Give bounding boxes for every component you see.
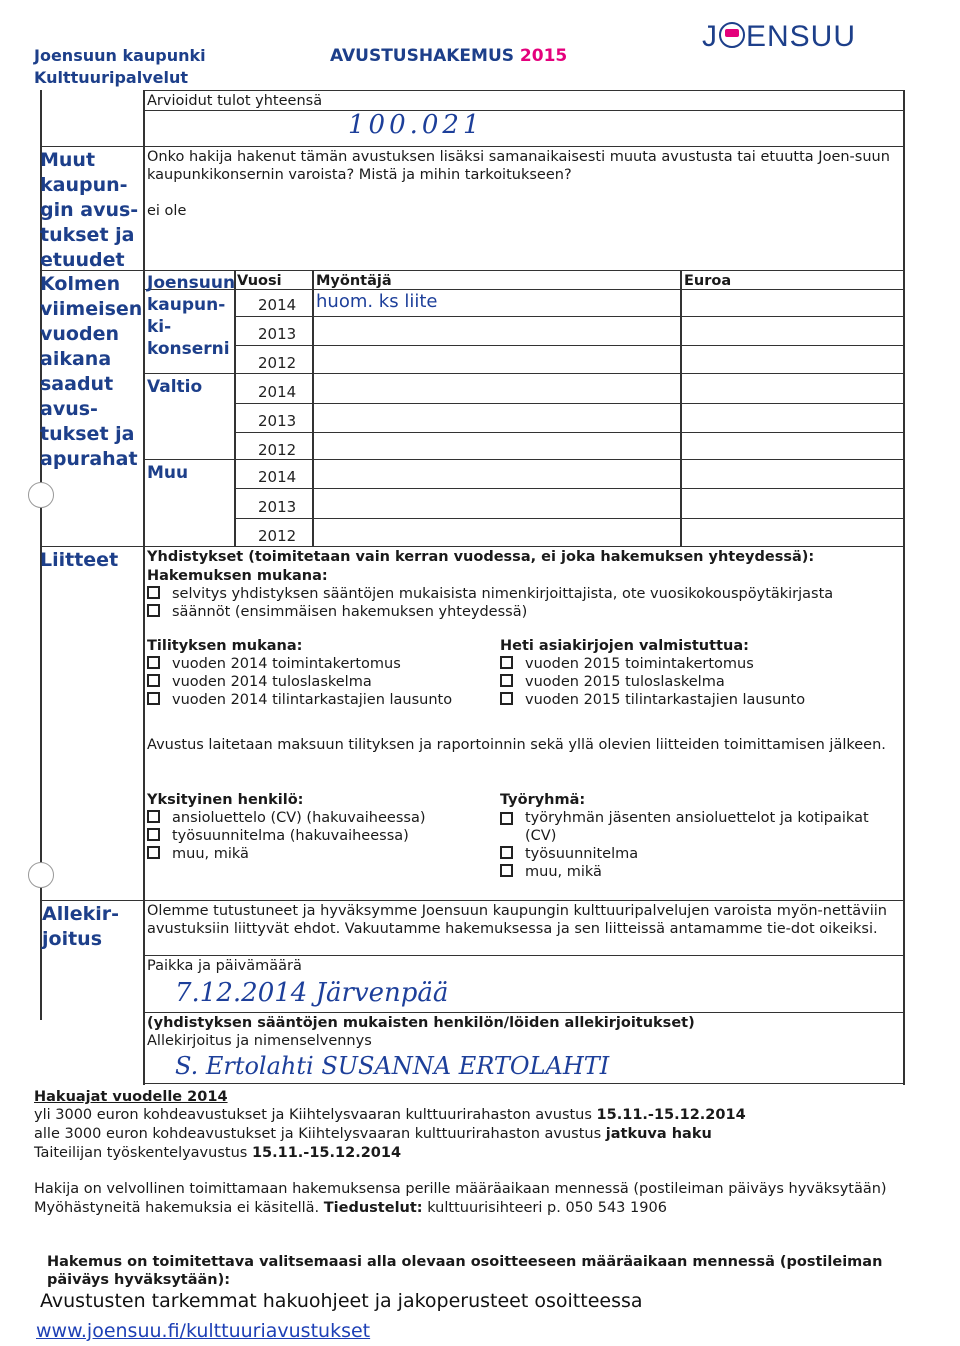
grant-group-state: Valtio	[147, 377, 203, 397]
checkbox[interactable]	[147, 586, 160, 599]
checkbox-item[interactable]	[500, 863, 602, 881]
checkbox[interactable]	[500, 656, 513, 669]
checkbox-item[interactable]	[500, 809, 900, 845]
signature-rule-note: (yhdistyksen sääntöjen mukaisten henkilön/löiden allekirjoitukset)	[147, 1015, 695, 1031]
grant-year: 2014	[258, 296, 297, 314]
deadline-line	[34, 1144, 401, 1162]
section-label-attachments: Liitteet	[40, 549, 119, 571]
income-label: Arvioidut tulot yhteensä	[147, 93, 323, 109]
checkbox[interactable]	[500, 864, 513, 877]
grant-note[interactable]: huom. ks liite	[316, 291, 438, 312]
submit-note: Hakemus on toimitettava valitsemaasi alla olevaan osoitteeseen määräaikaan mennessä (postileiman päiväys hyväksytään):	[47, 1254, 883, 1288]
grant-year: 2012	[258, 441, 297, 459]
checkbox-item[interactable]	[147, 845, 249, 863]
checkbox[interactable]	[500, 674, 513, 687]
deadline-date: 15.11.-15.12.2014	[251, 1145, 402, 1161]
grant-year: 2013	[258, 412, 297, 430]
deadline-date: 15.11.-15.12.2014	[596, 1107, 746, 1123]
col-euro: Euroa	[684, 273, 732, 289]
checkbox[interactable]	[147, 828, 160, 841]
logo-letter-j: J	[702, 20, 718, 53]
checkbox[interactable]	[147, 604, 160, 617]
other-support-question: Onko hakija hakenut tämän avustuksen lisäksi samanaikaisesti muuta avustusta tai etuutta Joen-suun kaupunkikonsernin varoista? Mistä ja mihin tarkoitukseen?	[147, 149, 890, 183]
guidelines-link[interactable]	[36, 1320, 370, 1342]
with-report-title: Tilityksen mukana:	[147, 638, 303, 654]
checkbox-item[interactable]	[147, 603, 527, 621]
checkbox[interactable]	[500, 846, 513, 859]
col-year: Vuosi	[237, 273, 282, 289]
logo-circle-icon	[719, 22, 745, 48]
checkbox-label: muu, mikä	[172, 846, 249, 862]
more-info: Avustusten tarkemmat hakuohjeet ja jakoperusteet osoitteessa	[40, 1290, 643, 1312]
checkbox[interactable]	[147, 656, 160, 669]
checkbox-item[interactable]	[500, 655, 754, 673]
late-text: Myöhästyneitä hakemuksia ei käsitellä.	[34, 1200, 324, 1216]
place-date-label: Paikka ja päivämäärä	[147, 958, 302, 974]
grant-year: 2012	[258, 354, 297, 372]
form-title-year: 2015	[519, 46, 568, 66]
checkbox[interactable]	[147, 810, 160, 823]
checkbox-label: selvitys yhdistyksen sääntöjen mukaisista nimenkirjoittajista, ote vuosikokouspöytäkirjasta	[172, 586, 834, 602]
obligation-note: Hakija on velvollinen toimittamaan hakemuksensa perille määräaikaan mennessä (postileiman päiväys hyväksytään)	[34, 1181, 887, 1197]
attachments-intro: Yhdistykset (toimitetaan vain kerran vuodessa, ei joka hakemuksen yhteydessä):	[147, 549, 815, 565]
checkbox[interactable]	[500, 692, 513, 705]
checkbox-item[interactable]	[147, 691, 452, 709]
col-grantor: Myöntäjä	[316, 273, 392, 289]
deadline-date: jatkuva haku	[605, 1126, 712, 1142]
inquiries-contact: kulttuurisihteeri p. 050 543 1906	[422, 1200, 667, 1216]
grant-year: 2014	[258, 383, 297, 401]
payment-note: Avustus laitetaan maksuun tilityksen ja raportoinnin sekä yllä olevien liitteiden toimittamisen jälkeen.	[147, 737, 886, 753]
income-value[interactable]: 100.021	[348, 110, 484, 140]
checkbox-label: vuoden 2015 toimintakertomus	[525, 656, 754, 672]
checkbox[interactable]	[147, 674, 160, 687]
signature-statement: Olemme tutustuneet ja hyväksymme Joensuun kaupungin kulttuuripalvelujen varoista myön-nettäviin avustuksiin liittyvät ehdot. Vakuutamme hakemuksessa ja sen liitteissä antamamme tie-dot oikeiksi.	[147, 903, 887, 937]
deadline-text: alle 3000 euron kohdeavustukset ja Kiihtelysvaaran kulttuurirahaston avustus	[34, 1126, 606, 1142]
punch-hole	[28, 482, 54, 508]
checkbox-item[interactable]	[147, 655, 401, 673]
late-note	[34, 1199, 667, 1217]
checkbox-label: muu, mikä	[525, 864, 602, 880]
section-label-past-grants: Kolmen viimeisen vuoden aikana saadut avus-tukset ja apurahat	[40, 273, 143, 470]
grant-group-city: Joensuun kaupun-ki-konserni	[147, 273, 236, 359]
guidelines-url[interactable]: www.joensuu.fi/kulttuuriavustukset	[36, 1320, 371, 1342]
checkbox-label: työsuunnitelma	[525, 846, 639, 862]
grant-year: 2013	[258, 325, 297, 343]
deadline-line	[34, 1106, 746, 1124]
grant-year: 2014	[258, 468, 297, 486]
inquiries-label: Tiedustelut:	[323, 1200, 423, 1216]
grant-year: 2012	[258, 527, 297, 545]
place-date-value[interactable]: 7.12.2014 Järvenpää	[175, 978, 449, 1008]
org-name: Joensuun kaupunki	[34, 46, 206, 65]
when-ready-title: Heti asiakirjojen valmistuttua:	[500, 638, 749, 654]
group-title: Työryhmä:	[500, 792, 586, 808]
punch-hole	[28, 862, 54, 888]
form-title-text: AVUSTUSHAKEMUS	[330, 46, 520, 66]
with-application-title: Hakemuksen mukana:	[147, 568, 328, 584]
checkbox-label: työsuunnitelma (hakuvaiheessa)	[172, 828, 409, 844]
grant-year: 2013	[258, 498, 297, 516]
name-label: Allekirjoitus ja nimenselvennys	[147, 1033, 372, 1049]
org-department: Kulttuuripalvelut	[34, 68, 188, 87]
grant-group-other: Muu	[147, 463, 189, 483]
checkbox-label: vuoden 2015 tuloslaskelma	[525, 674, 725, 690]
joensuu-logo	[702, 20, 856, 54]
checkbox-item[interactable]	[147, 827, 409, 845]
signature-value[interactable]: S. Ertolahti SUSANNA ERTOLAHTI	[175, 1052, 610, 1080]
checkbox-label: säännöt (ensimmäisen hakemuksen yhteydessä)	[172, 604, 528, 620]
checkbox[interactable]	[147, 692, 160, 705]
individual-title: Yksityinen henkilö:	[147, 792, 304, 808]
checkbox-label: ansioluettelo (CV) (hakuvaiheessa)	[172, 810, 426, 826]
checkbox[interactable]	[147, 846, 160, 859]
checkbox[interactable]	[500, 812, 513, 825]
section-label-signature: Allekir-joitus	[42, 903, 120, 950]
checkbox-label: vuoden 2014 tilintarkastajien lausunto	[172, 692, 453, 708]
checkbox-label: työryhmän jäsenten ansioluettelot ja kotipaikat (CV)	[525, 810, 869, 844]
checkbox-label: vuoden 2014 toimintakertomus	[172, 656, 401, 672]
checkbox-label: vuoden 2015 tilintarkastajien lausunto	[525, 692, 806, 708]
deadline-line	[34, 1125, 712, 1143]
checkbox-item[interactable]	[147, 585, 833, 603]
checkbox-item[interactable]	[500, 673, 725, 691]
other-support-answer[interactable]: ei ole	[147, 203, 187, 219]
checkbox-label: vuoden 2014 tuloslaskelma	[172, 674, 372, 690]
checkbox-item[interactable]	[147, 809, 426, 827]
logo-word: ENSUU	[746, 20, 857, 53]
deadline-text: yli 3000 euron kohdeavustukset ja Kiihtelysvaaran kulttuurirahaston avustus	[34, 1107, 597, 1123]
section-label-other-support: Muut kaupun-gin avus-tukset ja etuudet	[40, 149, 139, 271]
checkbox-item[interactable]	[500, 691, 805, 709]
deadline-text: Taiteilijan työskentelyavustus	[34, 1145, 252, 1161]
checkbox-item[interactable]	[147, 673, 372, 691]
checkbox-item[interactable]	[500, 845, 638, 863]
form-title	[330, 46, 567, 66]
deadlines-title: Hakuajat vuodelle 2014	[34, 1089, 228, 1105]
